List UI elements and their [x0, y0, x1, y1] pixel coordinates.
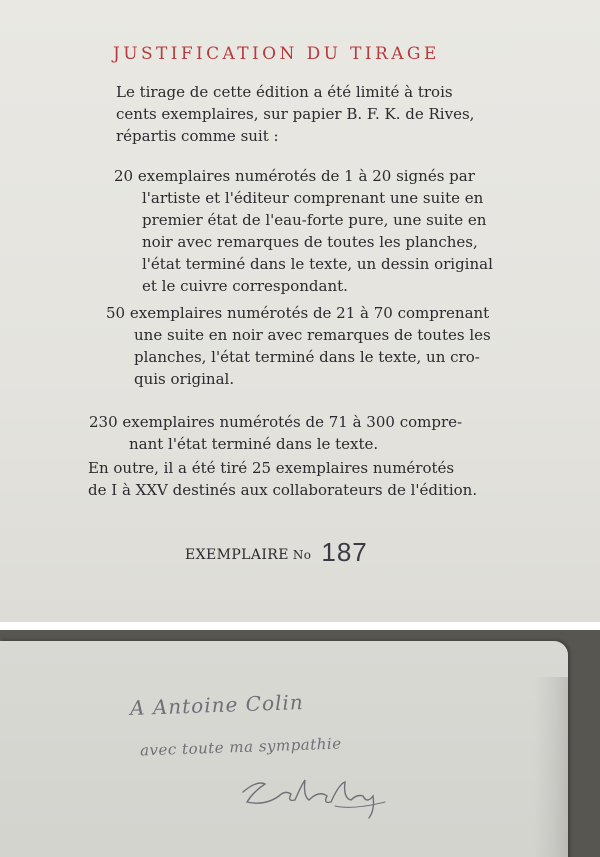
outro-paragraph	[88, 457, 477, 501]
flyleaf-page	[0, 641, 568, 857]
item-line: nant l'état terminé dans le texte.	[129, 435, 379, 453]
copy-number: 187	[321, 537, 368, 567]
edition-item-2	[106, 302, 491, 390]
item-line: 230 exemplaires numérotés de 71 à 300 compre-	[89, 413, 463, 431]
intro-line: cents exemplaires, sur papier B. F. K. de Rives,	[116, 105, 475, 123]
page-edge-shadow	[534, 677, 568, 857]
edition-item-3	[89, 411, 462, 455]
photo-divider	[0, 622, 600, 630]
item-line: quis original.	[134, 370, 235, 388]
outro-line: En outre, il a été tiré 25 exemplaires numérotés	[88, 459, 455, 477]
edition-item-1	[114, 165, 493, 297]
dedication-line: avec toute ma sympathie	[139, 734, 342, 760]
item-line: 50 exemplaires numérotés de 21 à 70 comprenant	[106, 304, 490, 322]
dedication-line: A Antoine Colin	[129, 689, 305, 721]
dedication-page-photo	[0, 630, 600, 857]
intro-line: Le tirage de cette édition a été limité à trois	[116, 83, 453, 101]
item-line: noir avec remarques de toutes les planches,	[142, 233, 478, 251]
item-line: planches, l'état terminé dans le texte, un cro-	[134, 348, 480, 366]
handwritten-signature	[235, 766, 405, 826]
item-line: premier état de l'eau-forte pure, une suite en	[142, 211, 487, 229]
outro-line: de I à XXV destinés aux collaborateurs de l'édition.	[88, 481, 478, 499]
item-line: 20 exemplaires numérotés de 1 à 20 signés par	[114, 167, 475, 185]
intro-paragraph	[116, 81, 474, 147]
page-title: JUSTIFICATION DU TIRAGE	[113, 44, 440, 64]
number-abbreviation: No	[292, 548, 312, 562]
item-line: l'état terminé dans le texte, un dessin original	[142, 255, 493, 273]
item-line: une suite en noir avec remarques de toutes les	[134, 326, 491, 344]
item-line: l'artiste et l'éditeur comprenant une suite en	[142, 189, 484, 207]
copy-number-line	[185, 537, 368, 568]
exemplaire-label: EXEMPLAIRE	[185, 547, 289, 563]
item-line: et le cuivre correspondant.	[142, 277, 348, 295]
intro-line: répartis comme suit :	[116, 127, 279, 145]
